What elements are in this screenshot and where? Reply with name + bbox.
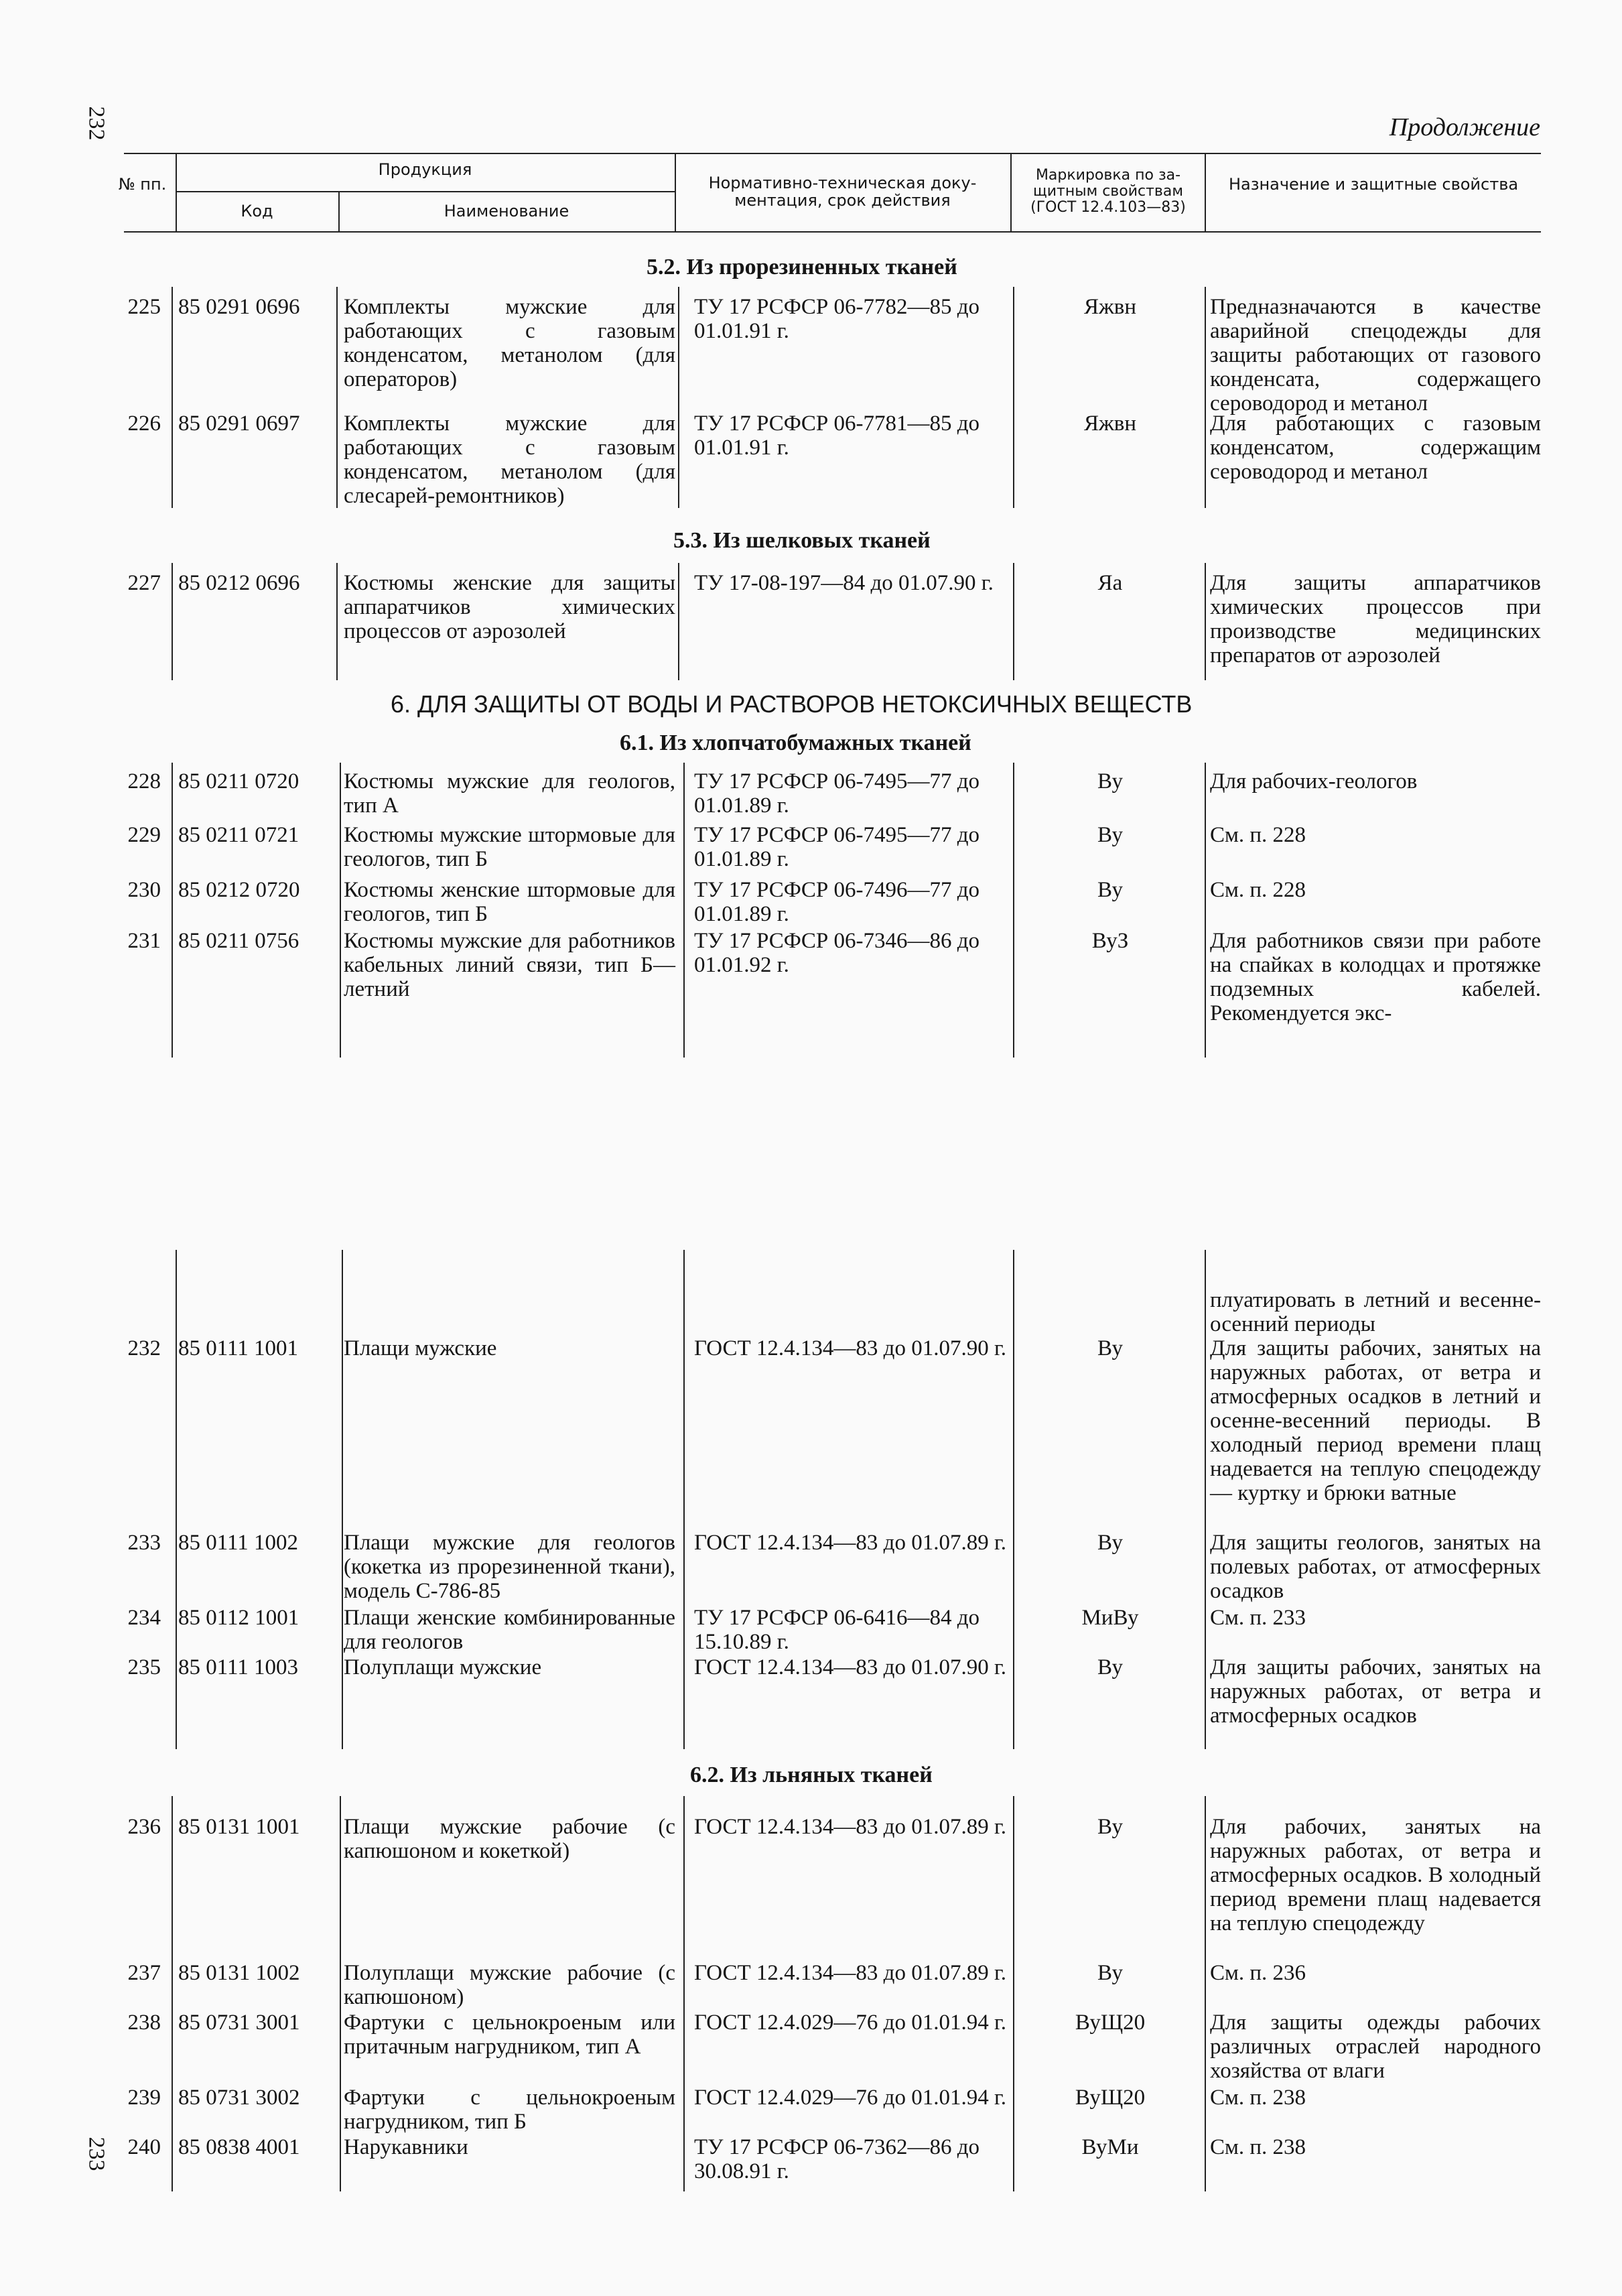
- cell-num: 232: [127, 1336, 161, 1360]
- cell-doc: ГОСТ 12.4.029—76 до 01.01.94 г.: [694, 2086, 1007, 2110]
- cell-num: 234: [127, 1606, 161, 1630]
- cell-num: 228: [127, 769, 161, 793]
- cell-doc: ТУ 17 РСФСР 06-7495—77 до 01.01.89 г.: [694, 823, 980, 871]
- cell-doc: ТУ 17 РСФСР 06-7496—77 до 01.01.89 г.: [694, 878, 980, 926]
- cell-num: 235: [127, 1655, 161, 1679]
- cell-purpose: См. п. 228: [1210, 878, 1306, 902]
- cell-name: Комплекты мужские для работающих с газовым конденсатом, метанолом (для операторов): [344, 295, 675, 391]
- cell-mark: ВуЩ20: [1075, 2086, 1146, 2110]
- cell-purpose: Для работающих с газовым конденсатом, содержащим сероводород и метанол: [1210, 411, 1541, 484]
- header-marking: Маркировка по за-щитным свойствам (ГОСТ 12.4.103—83): [1030, 167, 1186, 216]
- cell-mark: Яа: [1097, 571, 1123, 595]
- cell-code: 85 0731 3002: [178, 2086, 300, 2110]
- cell-purpose: См. п. 238: [1210, 2086, 1306, 2110]
- cell-mark: ВуЗ: [1091, 929, 1129, 953]
- cell-mark: Ву: [1097, 1336, 1124, 1360]
- cell-code: 85 0291 0696: [178, 295, 300, 319]
- cell-num: 237: [127, 1961, 161, 1985]
- cell-code: 85 0212 0720: [178, 878, 300, 902]
- cell-purpose: Для защиты рабочих, занятых на наружных работах, от ветра и атмосферных осадков в летний и осенне-весенний периоды. В холодный период времени плащ надевается на теплую спецодежду — куртку и брюки ватные: [1210, 1336, 1541, 1505]
- header-name: Наименование: [444, 202, 569, 220]
- cell-mark: Яжвн: [1083, 295, 1137, 319]
- cell-name: Костюмы мужские для работников кабельных линий связи, тип Б—летний: [344, 929, 675, 1001]
- cell-purpose: См. п. 233: [1210, 1606, 1306, 1630]
- cell-num: 240: [127, 2135, 161, 2159]
- cell-code: 85 0838 4001: [178, 2135, 300, 2159]
- cell-num: 238: [127, 2011, 161, 2035]
- cell-mark: Ву: [1097, 769, 1124, 793]
- header-product: Продукция: [378, 160, 472, 179]
- header-doc: Нормативно-техническая доку-ментация, срок действия: [708, 174, 977, 210]
- cell-code: 85 0131 1001: [178, 1815, 300, 1839]
- cell-name: Плащи мужские для геологов (кокетка из прорезиненной ткани), модель С-786-85: [344, 1531, 675, 1603]
- cell-code: 85 0112 1001: [178, 1606, 299, 1630]
- cell-code: 85 0212 0696: [178, 571, 300, 595]
- cell-num: 236: [127, 1815, 161, 1839]
- product-subheader-rule: [176, 191, 675, 192]
- cell-num: 225: [127, 295, 161, 319]
- cell-code: 85 0291 0697: [178, 411, 300, 436]
- cell-code: 85 0211 0721: [178, 823, 299, 847]
- header-purpose: Назначение и защитные свойства: [1228, 175, 1519, 194]
- cell-mark: МиВу: [1081, 1606, 1139, 1630]
- cell-doc: ГОСТ 12.4.029—76 до 01.01.94 г.: [694, 2011, 1007, 2035]
- cell-name: Полуплащи мужские рабочие (с капюшоном): [344, 1961, 675, 2009]
- cell-code: 85 0111 1001: [178, 1336, 299, 1360]
- cell-purpose: Для защиты рабочих, занятых на наружных работах, от ветра и атмосферных осадков: [1210, 1655, 1541, 1728]
- cell-code: 85 0111 1002: [178, 1531, 299, 1555]
- page-number-bottom: 233: [84, 2136, 109, 2171]
- cell-doc: ТУ 17 РСФСР 06-7782—85 до 01.01.91 г.: [694, 295, 980, 343]
- header-code: Код: [241, 202, 273, 220]
- cell-doc: ТУ 17-08-197—84 до 01.07.90 г.: [694, 571, 994, 595]
- cell-mark: Ву: [1097, 823, 1124, 847]
- cell-doc: ТУ 17 РСФСР 06-7362—86 до 30.08.91 г.: [694, 2135, 980, 2183]
- cell-mark: Ву: [1097, 1815, 1124, 1839]
- cell-name: Костюмы мужские для геологов, тип А: [344, 769, 675, 818]
- header-top-rule: [124, 153, 1541, 154]
- cell-doc: ТУ 17 РСФСР 06-7781—85 до 01.01.91 г.: [694, 411, 980, 460]
- cell-doc: ТУ 17 РСФСР 06-7495—77 до 01.01.89 г.: [694, 769, 980, 818]
- cell-num: 233: [127, 1531, 161, 1555]
- cell-purpose: Для защиты геологов, занятых на полевых работах, от атмосферных осадков: [1210, 1531, 1541, 1603]
- cell-doc: ГОСТ 12.4.134—83 до 01.07.89 г.: [694, 1961, 1007, 1985]
- cell-name: Полуплащи мужские: [344, 1655, 542, 1679]
- cell-purpose: См. п. 228: [1210, 823, 1306, 847]
- cell-name: Костюмы женские штормовые для геологов, тип Б: [344, 878, 675, 926]
- cell-mark: Яжвн: [1083, 411, 1137, 436]
- cell-mark: Ву: [1097, 1961, 1124, 1985]
- cell-name: Костюмы мужские штормовые для геологов, тип Б: [344, 823, 675, 871]
- cell-num: 229: [127, 823, 161, 847]
- continuation-label: Продолжение: [1389, 113, 1540, 141]
- cell-doc: ТУ 17 РСФСР 06-6416—84 до 15.10.89 г.: [694, 1606, 980, 1654]
- cell-doc: ГОСТ 12.4.134—83 до 01.07.89 г.: [694, 1815, 1007, 1839]
- cell-code: 85 0211 0720: [178, 769, 299, 793]
- cell-name: Плащи мужские: [344, 1336, 497, 1360]
- cell-name: Фартуки с цельнокроеным или притачным нагрудником, тип А: [344, 2011, 675, 2059]
- cell-purpose: Для рабочих, занятых на наружных работах, от ветра и атмосферных осадков. В холодный период времени плащ надевается на теплую спецодежду: [1210, 1815, 1541, 1935]
- section-6-1-title: 6.1. Из хлопчатобумажных тканей: [620, 730, 971, 755]
- cell-purpose: Для работников связи при работе на спайках в колодцах и протяжке подземных кабелей. Рекомендуется экс-: [1210, 929, 1541, 1025]
- cell-name: Плащи мужские рабочие (с капюшоном и кокеткой): [344, 1815, 675, 1863]
- cell-purpose: Для защиты одежды рабочих различных отраслей народного хозяйства от влаги: [1210, 2011, 1541, 2083]
- cell-code: 85 0111 1003: [178, 1655, 299, 1679]
- cell-purpose: Для рабочих-геологов: [1210, 769, 1418, 793]
- section-5-3-title: 5.3. Из шелковых тканей: [673, 528, 931, 553]
- cell-mark: ВуМи: [1081, 2135, 1139, 2159]
- cell-name: Фартуки с цельнокроеным нагрудником, тип Б: [344, 2086, 675, 2134]
- header-num: № пп.: [118, 175, 167, 194]
- cell-num: 239: [127, 2086, 161, 2110]
- cell-name: Нарукавники: [344, 2135, 468, 2159]
- section-6-title: 6. ДЛЯ ЗАЩИТЫ ОТ ВОДЫ И РАСТВОРОВ НЕТОКСИЧНЫХ ВЕЩЕСТВ: [391, 690, 1193, 718]
- section-6-2-title: 6.2. Из льняных тканей: [690, 1763, 933, 1787]
- cell-purpose: См. п. 238: [1210, 2135, 1306, 2159]
- cell-doc: ГОСТ 12.4.134—83 до 01.07.90 г.: [694, 1336, 1007, 1360]
- cell-purpose: Для защиты аппаратчиков химических процессов при производстве медицинских препаратов от аэрозолей: [1210, 571, 1541, 667]
- cell-mark: Ву: [1097, 1655, 1124, 1679]
- cell-doc: ТУ 17 РСФСР 06-7346—86 до 01.01.92 г.: [694, 929, 980, 977]
- cell-purpose: Предназначаются в качестве аварийной спецодежды для защиты работающих от газового конденсата, содержащего сероводород и метанол: [1210, 295, 1541, 416]
- cell-mark: Ву: [1097, 878, 1124, 902]
- cell-code: 85 0731 3001: [178, 2011, 300, 2035]
- cell-mark: Ву: [1097, 1531, 1124, 1555]
- cell-doc: ГОСТ 12.4.134—83 до 01.07.90 г.: [694, 1655, 1007, 1679]
- cell-name: Костюмы женские для защиты аппаратчиков химических процессов от аэрозолей: [344, 571, 675, 643]
- cell-num: 227: [127, 571, 161, 595]
- cell-num: 226: [127, 411, 161, 436]
- cell-name: Комплекты мужские для работающих с газовым конденсатом, метанолом (для слесарей-ремонтников): [344, 411, 675, 508]
- section-5-2-title: 5.2. Из прорезиненных тканей: [647, 255, 957, 279]
- cell-doc: ГОСТ 12.4.134—83 до 01.07.89 г.: [694, 1531, 1007, 1555]
- cell-name: Плащи женские комбинированные для геологов: [344, 1606, 675, 1654]
- cell-num: 231: [127, 929, 161, 953]
- cell-code: 85 0131 1002: [178, 1961, 300, 1985]
- cell-mark: ВуЩ20: [1075, 2011, 1146, 2035]
- cell-code: 85 0211 0756: [178, 929, 299, 953]
- cell-purpose: плуатировать в летний и весенне-осенний периоды: [1210, 1288, 1541, 1336]
- cell-num: 230: [127, 878, 161, 902]
- header-bottom-rule: [124, 231, 1541, 233]
- page-number-top: 232: [84, 106, 109, 141]
- cell-purpose: См. п. 236: [1210, 1961, 1306, 1985]
